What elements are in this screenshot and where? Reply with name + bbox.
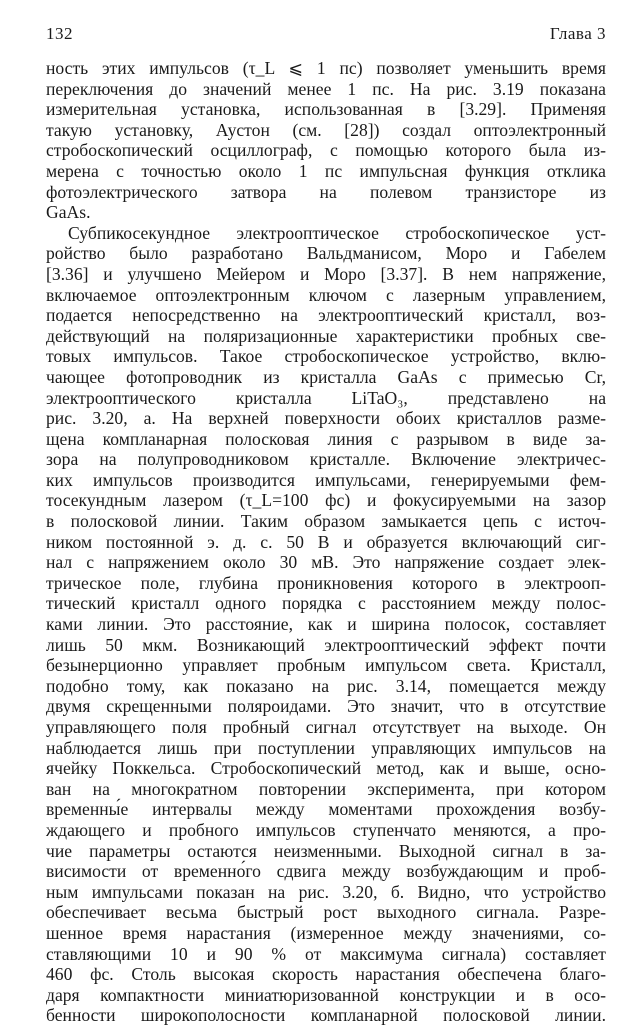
text-line: даря компактности миниатюризованной конструкции и в осо- (46, 984, 606, 1005)
text-line: подобно тому, как показано на рис. 3.14, помещается между (46, 675, 606, 696)
text-line: подается непосредственно на электрооптический кристалл, воз- (46, 305, 606, 326)
page-number: 132 (46, 24, 73, 43)
text-line: тический кристалл одного порядка с расстоянием между полос- (46, 593, 606, 614)
text-line: рис. 3.20, а. На верхней поверхности обоих кристаллов разме- (46, 408, 606, 429)
text-line: действующий на поляризационные характеристики пробных све- (46, 325, 606, 346)
text-line: электрооптического кристалла LiTaO₃, представлено на (46, 387, 606, 408)
text-line: ких импульсов производится импульсами, генерируемыми фем- (46, 469, 606, 490)
text-line: двумя скрещенными поляроидами. Это значит, что в отсутствие (46, 696, 606, 717)
text-line: в полосковой линии. Таким образом замыкается цепь с источ- (46, 511, 606, 532)
paragraph-2 (46, 223, 606, 1026)
text-line: ником постоянной э. д. с. 50 В и образуется включающий сиг- (46, 531, 606, 552)
text-line: стробоскопический осциллограф, с помощью которого была из- (46, 140, 606, 161)
text-line: ным импульсами показан на рис. 3.20, б. Видно, что устройство (46, 881, 606, 902)
text-line: щена компланарная полосковая линия с разрывом в виде за- (46, 428, 606, 449)
body-text (46, 58, 606, 1026)
text-line: ройство было разработано Вальдманисом, Моро и Габелем (46, 243, 606, 264)
text-line: нал с напряжением около 30 мВ. Это напряжение создает элек- (46, 552, 606, 573)
text-line: фотоэлектрического затвора на полевом транзисторе из (46, 181, 606, 202)
text-line: тосекундным лазером (τ_L=100 фс) и фокусируемыми на зазор (46, 490, 606, 511)
text-line: ками линии. Это расстояние, как и ширина полосок, составляет (46, 614, 606, 635)
text-line: обеспечивает весьма быстрый рост выходного сигнала. Разре- (46, 902, 606, 923)
text-line: ждающего и пробного импульсов ступенчато меняются, а про- (46, 819, 606, 840)
text-line: 460 фс. Столь высокая скорость нарастания обеспечена благо- (46, 964, 606, 985)
text-line: зора на полупроводниковом кристалле. Включение электричес- (46, 449, 606, 470)
text-line: безынерционно управляет пробным импульсом света. Кристалл, (46, 655, 606, 676)
text-line: трическое поле, глубина проникновения которого в электрооп- (46, 572, 606, 593)
text-line: измерительная установка, использованная в [3.29]. Применяя (46, 99, 606, 120)
text-line: временны́е интервалы между моментами прохождения возбу- (46, 799, 606, 820)
text-line: бенности широкополосности компланарной полосковой линии. (46, 1005, 606, 1026)
text-line: чающее фотопроводник из кристалла GaAs с примесью Cr, (46, 366, 606, 387)
text-line: висимости от временно́го сдвига между возбуждающим и проб- (46, 861, 606, 882)
text-line: GaAs. (46, 202, 91, 223)
text-line: мерена с точностью около 1 пс импульсная функция отклика (46, 160, 606, 181)
text-line: шенное время нарастания (измеренное между значениями, со- (46, 922, 606, 943)
text-line: ставляющими 10 и 90 % от максимума сигнала) составляет (46, 943, 606, 964)
paragraph-1 (46, 58, 606, 223)
text-line: ячейку Поккельса. Стробоскопический метод, как и выше, осно- (46, 758, 606, 779)
text-line: чие параметры остаются неизменными. Выходной сигнал в за- (46, 840, 606, 861)
text-line: управляющего поля пробный сигнал отсутствует на выходе. Он (46, 717, 606, 737)
text-line: такую установку, Аустон (см. [28]) создал оптоэлектронный (46, 119, 606, 140)
text-line: ность этих импульсов (τ_L ⩽ 1 пс) позволяет уменьшить время (46, 58, 606, 78)
text-line: [3.36] и улучшено Мейером и Моро [3.37]. В нем напряжение, (46, 263, 606, 284)
text-line: включаемое оптоэлектронным ключом с лазерным управлением, (46, 284, 606, 305)
running-head (46, 24, 606, 58)
text-line: лишь 50 мкм. Возникающий электрооптический эффект почти (46, 634, 606, 655)
document-page (46, 24, 606, 1026)
text-line: ван на многократном повторении эксперимента, при котором (46, 778, 606, 799)
chapter-title: Глава 3 (549, 24, 606, 43)
text-line: наблюдается лишь при поступлении управляющих импульсов на (46, 737, 606, 758)
text-line: Субпикосекундное электрооптическое стробоскопическое уст- (68, 222, 606, 243)
text-line: товых импульсов. Такое стробоскопическое устройство, вклю- (46, 346, 606, 367)
text-line: переключения до значений менее 1 пс. На рис. 3.19 показана (46, 78, 606, 99)
